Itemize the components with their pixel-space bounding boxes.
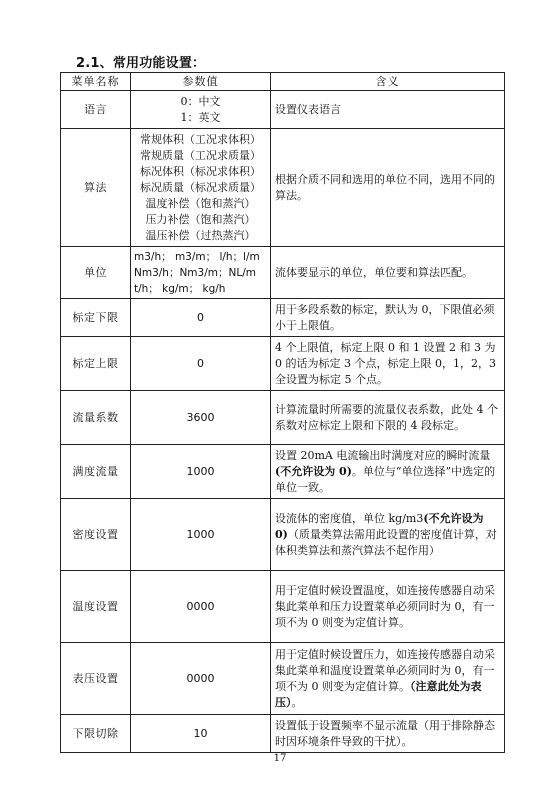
- param-option: 0：中文: [180, 94, 221, 108]
- row-name: 表压设置: [61, 643, 131, 715]
- row-meaning: 4 个上限值，标定上限 0 和 1 设置 2 和 3 为 0 的话为标定 3 个点，标定上限 0，1，2，3 全设置为标定 5 个点。: [271, 337, 505, 391]
- row-name: 流量系数: [61, 391, 131, 445]
- table-row: [61, 499, 505, 571]
- row-name: 标定下限: [61, 299, 131, 337]
- param-option: 标况质量（标况求质量）: [140, 180, 261, 194]
- row-meaning: 用于多段系数的标定，默认为 0，下限值必须小于上限值。: [271, 299, 505, 337]
- meaning-emphasis: (不允许设为 0): [275, 464, 352, 478]
- row-meaning: [271, 445, 505, 499]
- row-name: 标定上限: [61, 337, 131, 391]
- row-name: 算法: [61, 129, 131, 247]
- meaning-text: 。单位与“单位选择”中选定的单位一致。: [275, 464, 496, 494]
- table-row: [61, 299, 505, 337]
- row-value: 0000: [131, 643, 271, 715]
- meaning-text: 设流体的密度值，单位 kg/m3: [275, 511, 424, 525]
- param-option: 1：英文: [180, 110, 221, 124]
- table-row: [61, 391, 505, 445]
- header-menu-name: 菜单名称: [61, 73, 131, 91]
- section-title: 2.1、常用功能设置：: [76, 56, 206, 71]
- table-row: [61, 571, 505, 643]
- row-name: 单位: [61, 247, 131, 299]
- page-number: 17: [273, 753, 287, 764]
- table-row: [61, 715, 505, 753]
- meaning-text: （质量类算法需用此设置的密度值计算，对体积类算法和蒸汽算法不起作用）: [275, 527, 497, 557]
- param-option: m3/h； m3/m； l/h；l/m: [134, 250, 260, 263]
- row-name: 满度流量: [61, 445, 131, 499]
- meaning-text: 。: [291, 695, 303, 709]
- row-meaning: 计算流量时所需要的流量仪表系数，此处 4 个系数对应标定上限和下限的 4 段标定。: [271, 391, 505, 445]
- row-params: [131, 129, 271, 247]
- row-value: 0: [131, 299, 271, 337]
- row-name: 语言: [61, 91, 131, 129]
- row-meaning: 根据介质不同和选用的单位不同，选用不同的算法。: [271, 129, 505, 247]
- param-option: Nm3/h；Nm3/m；NL/m: [134, 266, 256, 279]
- row-meaning: 用于定值时候设置温度，如连接传感器自动采集此菜单和压力设置菜单必须同时为 0，有一项不为 0 则变为定值计算。: [271, 571, 505, 643]
- meaning-emphasis: (不允许设为 0): [275, 511, 484, 541]
- row-params: [131, 247, 271, 299]
- row-name: 密度设置: [61, 499, 131, 571]
- meaning-text: 设置 20mA 电流输出时满度对应的瞬时流量: [275, 448, 491, 462]
- row-meaning: [271, 499, 505, 571]
- row-meaning: 设置低于设置频率不显示流量（用于排除静态时因环境条件导致的干扰）。: [271, 715, 505, 753]
- table-row: [61, 445, 505, 499]
- row-name: 温度设置: [61, 571, 131, 643]
- meaning-text: 用于定值时候设置压力，如连接传感器自动采集此菜单和温度设置菜单必须同时为 0，有一项不为 0 则变为定值计算。: [275, 647, 495, 693]
- table-row: [61, 643, 505, 715]
- settings-table: [60, 72, 505, 753]
- param-option: t/h； kg/m； kg/h: [134, 282, 226, 295]
- table-row: [61, 91, 505, 129]
- meaning-emphasis: （注意此处为表压）: [275, 679, 482, 709]
- param-option: 温压补偿（过热蒸汽）: [145, 228, 256, 242]
- row-value: 0000: [131, 571, 271, 643]
- row-value: 0: [131, 337, 271, 391]
- row-value: 3600: [131, 391, 271, 445]
- table-header-row: [61, 73, 505, 91]
- table-row: [61, 337, 505, 391]
- table-row: [61, 129, 505, 247]
- param-option: 压力补偿（饱和蒸汽）: [145, 212, 256, 226]
- row-meaning: [271, 643, 505, 715]
- row-params: [131, 91, 271, 129]
- row-value: 10: [131, 715, 271, 753]
- param-option: 标况体积（标况求体积）: [140, 164, 261, 178]
- header-param-value: 参数值: [131, 73, 271, 91]
- param-option: 常规体积（工况求体积）: [140, 132, 261, 146]
- row-meaning: 设置仪表语言: [271, 91, 505, 129]
- header-meaning: 含义: [271, 73, 505, 91]
- row-name: 下限切除: [61, 715, 131, 753]
- row-value: 1000: [131, 445, 271, 499]
- row-value: 1000: [131, 499, 271, 571]
- row-meaning: 流体要显示的单位，单位要和算法匹配。: [271, 247, 505, 299]
- param-option: 温度补偿（饱和蒸汽）: [145, 196, 256, 210]
- table-row: [61, 247, 505, 299]
- param-option: 常规质量（工况求质量）: [140, 148, 261, 162]
